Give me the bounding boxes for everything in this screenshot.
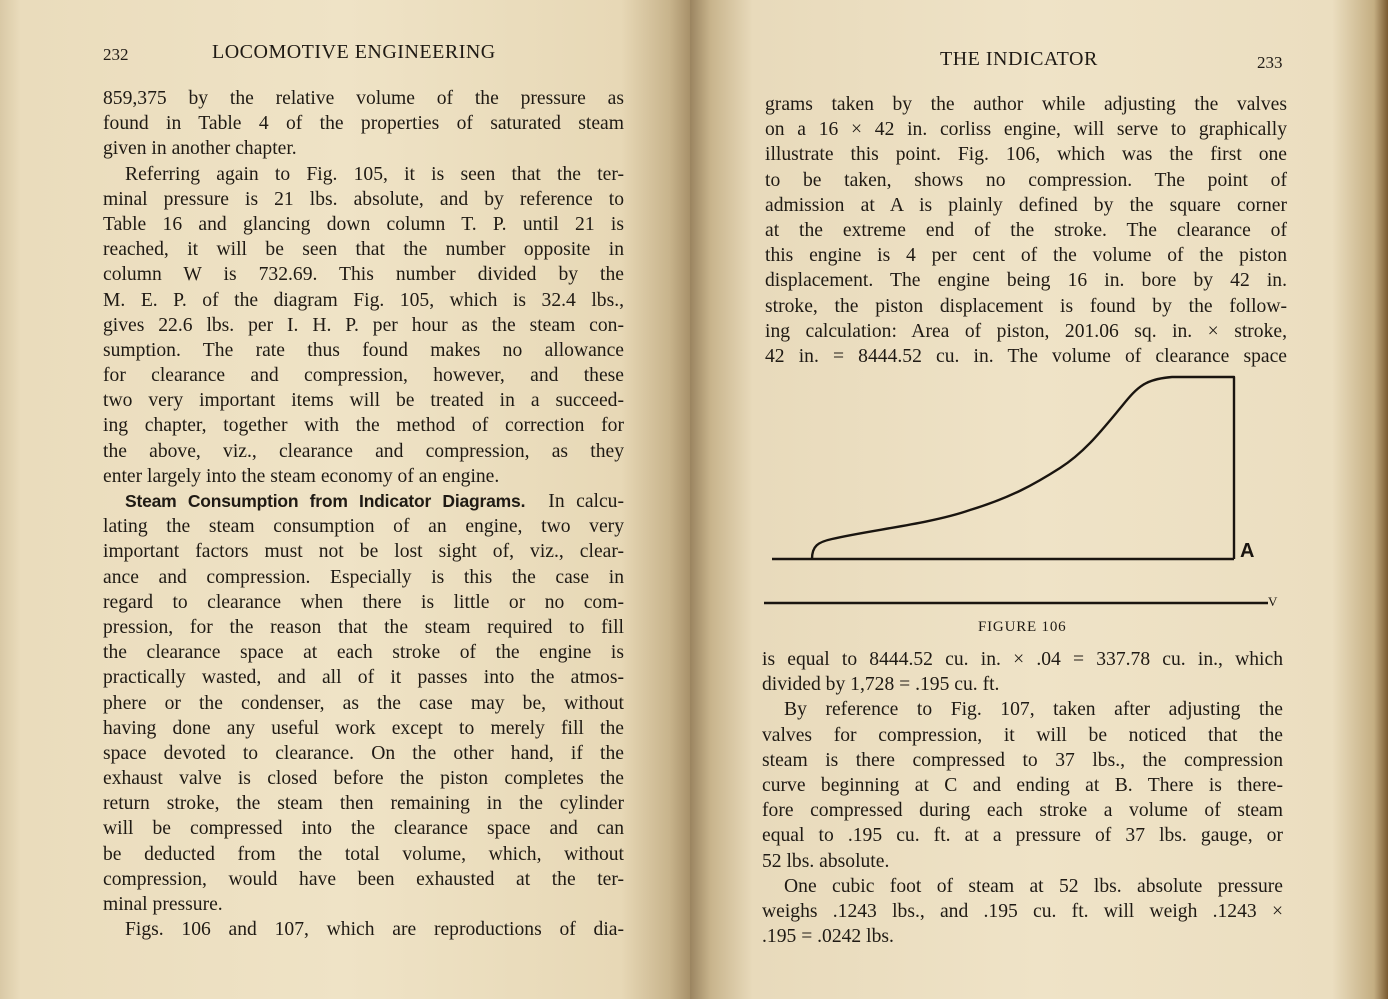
text-line: .195 = .0242 lbs. <box>762 926 894 948</box>
figure-caption: FIGURE 106 <box>978 619 1067 635</box>
text-line: to be taken, shows no compression. The point of <box>765 169 1287 191</box>
text-line: practically wasted, and all of it passes into the atmos- <box>103 667 624 689</box>
text-line: is equal to 8444.52 cu. in. × .04 = 337.78 cu. in., which <box>762 649 1283 670</box>
text-line: for clearance and compression, however, and these <box>103 365 624 387</box>
text-line: 42 in. = 8444.52 cu. in. The volume of clearance space <box>765 345 1287 367</box>
left-page <box>0 0 690 999</box>
text-line: the above, viz., clearance and compression, as they <box>103 440 624 462</box>
text-line: having done any useful work except to merely fill the <box>103 717 624 739</box>
text-line: admission at A is plainly defined by the square corner <box>765 194 1287 216</box>
text-line: this engine is 4 per cent of the volume of the piston <box>765 245 1287 267</box>
section-heading: Steam Consumption from Indicator Diagrams. <box>125 491 526 511</box>
text-line: Referring again to Fig. 105, it is seen that the ter- <box>125 163 624 185</box>
right-page <box>690 0 1388 999</box>
text-line: space devoted to clearance. On the other hand, if the <box>103 742 624 764</box>
text-line: fore compressed during each stroke a volume of steam <box>762 800 1283 822</box>
text-line: will be compressed into the clearance space and can <box>103 818 624 840</box>
text-line: compression, would have been exhausted at the ter- <box>103 868 624 890</box>
text-line: 859,375 by the relative volume of the pressure as <box>103 88 624 109</box>
text-line: return stroke, the steam then remaining in the cylinder <box>103 793 624 815</box>
text-line: two very important items will be treated in a succeed- <box>103 390 624 412</box>
diagram-curve <box>812 377 1234 559</box>
text-line: sumption. The rate thus found makes no allowance <box>103 339 624 361</box>
vacuum-line-label: V <box>1268 594 1278 609</box>
point-a-label: A <box>1240 540 1255 562</box>
text-line: the clearance space at each stroke of the engine is <box>103 642 624 664</box>
text-line: By reference to Fig. 107, taken after adjusting the <box>784 699 1283 721</box>
text-line: lating the steam consumption of an engine, two very <box>103 516 624 538</box>
text-line: ing calculation: Area of piston, 201.06 sq. in. × stroke, <box>765 320 1287 342</box>
text-line: valves for compression, it will be noticed that the <box>762 724 1283 746</box>
text-line: minal pressure is 21 lbs. absolute, and by reference to <box>103 188 624 210</box>
left-running-head: LOCOMOTIVE ENGINEERING <box>212 41 496 63</box>
right-body-text-top <box>765 92 1287 369</box>
text-line: exhaust valve is closed before the piston completes the <box>103 768 624 790</box>
text-line: found in Table 4 of the properties of saturated steam <box>103 113 624 135</box>
text-line: divided by 1,728 = .195 cu. ft. <box>762 674 1000 696</box>
text-line: at the extreme end of the stroke. The clearance of <box>765 219 1287 241</box>
text-line: reached, it will be seen that the number opposite in <box>103 239 624 261</box>
text-line: curve beginning at C and ending at B. There is there- <box>762 774 1283 796</box>
left-body-text <box>103 86 624 942</box>
right-body-text-bottom <box>762 647 1283 949</box>
right-page-number: 233 <box>1257 53 1283 72</box>
text-line: on a 16 × 42 in. corliss engine, will serve to graphically <box>765 119 1287 141</box>
text-line: be deducted from the total volume, which, without <box>103 843 624 865</box>
text-line: enter largely into the steam economy of an engine. <box>103 465 500 487</box>
text-line: important factors must not be lost sight of, viz., clear- <box>103 541 624 563</box>
text-line: equal to .195 cu. ft. at a pressure of 37 lbs. gauge, or <box>762 825 1283 847</box>
right-running-head: THE INDICATOR <box>940 48 1098 70</box>
text-line: column W is 732.69. This number divided by the <box>103 264 624 286</box>
text-line: 52 lbs. absolute. <box>762 850 890 872</box>
text-line: Table 16 and glancing down column T. P. until 21 is <box>103 213 624 235</box>
text-line: weighs .1243 lbs., and .195 cu. ft. will weigh .1243 × <box>762 900 1283 922</box>
text-line: phere or the condenser, as the case may be, without <box>103 692 624 714</box>
text-fragment: In calcu- <box>548 491 624 512</box>
text-line: minal pressure. <box>103 894 223 915</box>
indicator-diagram-figure <box>760 370 1290 615</box>
text-line: displacement. The engine being 16 in. bore by 42 in. <box>765 270 1287 292</box>
text-line: grams taken by the author while adjusting the valves <box>765 94 1287 115</box>
text-line: M. E. P. of the diagram Fig. 105, which is 32.4 lbs., <box>103 289 624 311</box>
text-line: given in another chapter. <box>103 138 297 160</box>
text-line-with-heading <box>103 489 624 514</box>
text-line: regard to clearance when there is little or no com- <box>103 591 624 613</box>
left-page-number: 232 <box>103 45 129 64</box>
text-line: One cubic foot of steam at 52 lbs. absolute pressure <box>784 875 1283 897</box>
text-line: steam is there compressed to 37 lbs., the compression <box>762 749 1283 771</box>
text-line: ing chapter, together with the method of correction for <box>103 415 624 437</box>
text-line: pression, for the reason that the steam required to fill <box>103 616 624 638</box>
text-line: illustrate this point. Fig. 106, which was the first one <box>765 144 1287 166</box>
text-line: stroke, the piston displacement is found by the follow- <box>765 295 1287 317</box>
text-line: ance and compression. Especially is this the case in <box>103 566 624 588</box>
text-line: gives 22.6 lbs. per I. H. P. per hour as the steam con- <box>103 314 624 336</box>
text-line: Figs. 106 and 107, which are reproductions of dia- <box>125 919 624 941</box>
